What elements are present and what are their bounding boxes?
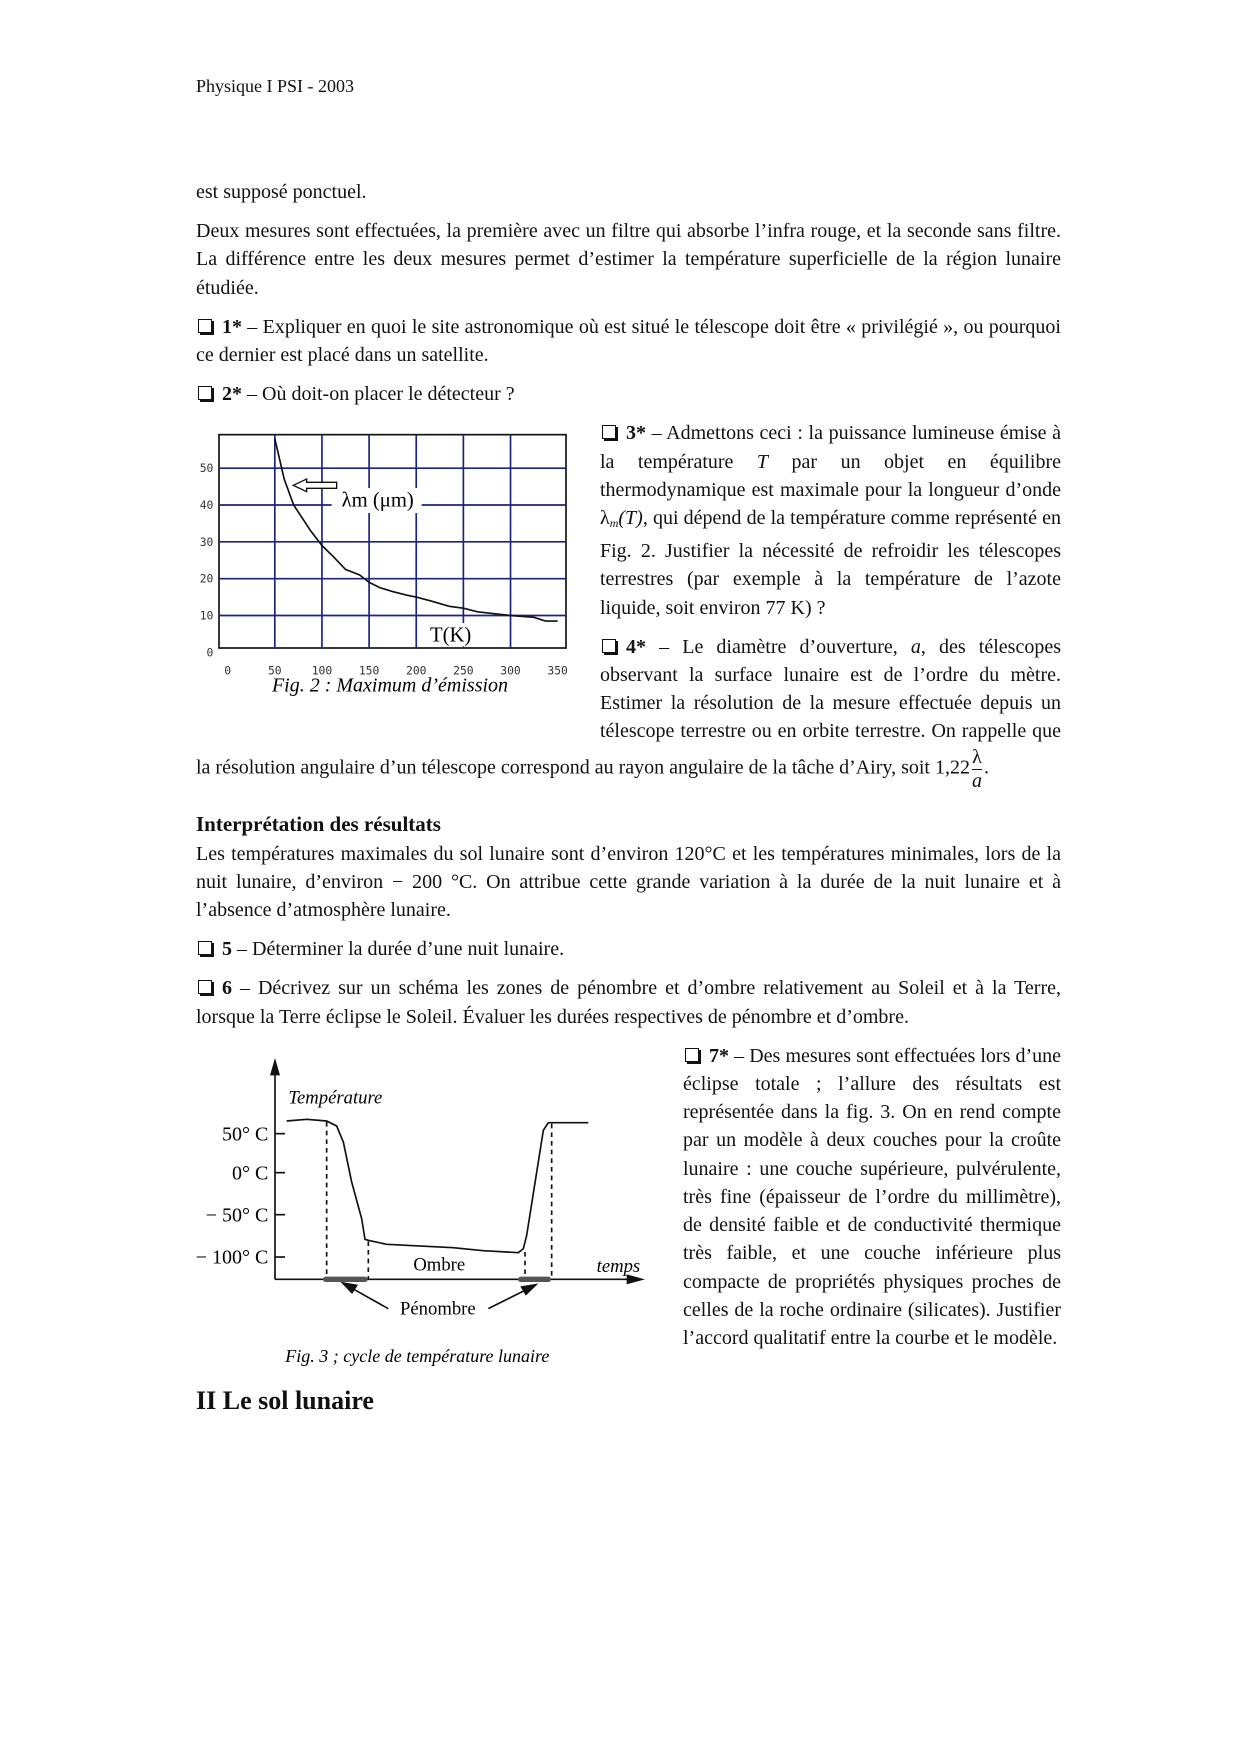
- intro-text: est supposé ponctuel.: [196, 181, 367, 203]
- x-tick-label: 300: [500, 664, 521, 679]
- x-tick-label: 50: [267, 664, 282, 679]
- question-number: 5: [222, 938, 232, 961]
- question-text: – Expliquer en quoi le site astronomique où est situé le télescope doit être « privilégié », ou pourquoi ce dernier est placé dans un satellite.: [196, 315, 1061, 367]
- tick-0: 0° C: [231, 1162, 269, 1185]
- question-text: – Décrivez sur un schéma les zones de pénombre et d’ombre relativement au Soleil et à la Terre, lorsque la Terre éclipse le Soleil. Évaluer les durées respectives de pénombre et d’ombre.: [196, 977, 1061, 1028]
- question-text: par un objet en équilibre thermodynamique est maximale pour la longueur d’onde: [600, 450, 1061, 501]
- x-tick-label: 0: [224, 664, 232, 679]
- paragraph-temperatures: Les températures maximales du sol lunaire sont d’environ 120°C et les températures minimales, lors de la nuit lunaire, d’environ − 200 °C. On attribue cette grande variation à la durée de la nuit lunaire et à l’absence d’atmosphère lunaire.: [196, 842, 1061, 922]
- y-tick-label: 20: [199, 572, 214, 587]
- page-header: Physique I PSI - 2003: [196, 76, 355, 96]
- question-text: – Où doit-on placer le détecteur ?: [242, 383, 515, 406]
- checkbox-icon: [602, 639, 616, 653]
- y-axis-arrow-icon: [270, 1058, 280, 1075]
- question-text: – Le diamètre d’ouverture,: [646, 635, 911, 658]
- period: .: [983, 756, 989, 779]
- y-tick-label: 30: [199, 535, 214, 550]
- x-tick-label: 200: [406, 664, 427, 679]
- symbol-T: (T): [618, 507, 643, 530]
- figure-3-caption: Fig. 3 ; cycle de température lunaire: [285, 1345, 550, 1366]
- temperature-curve: [287, 1119, 589, 1252]
- y-axis-label: Température: [288, 1087, 383, 1109]
- formula-fraction: [972, 746, 982, 792]
- question-5: [196, 935, 1061, 963]
- fraction-denominator: a: [971, 769, 982, 792]
- question-number: 6: [222, 977, 232, 1000]
- x-tick-label: 350: [547, 664, 568, 679]
- fraction-numerator: λ: [972, 745, 982, 768]
- x-tick-label: 250: [453, 664, 474, 679]
- ylabel: λm (μm): [341, 489, 414, 512]
- y-tick-label: 0: [206, 645, 214, 660]
- x-tick-label: 100: [311, 664, 333, 679]
- symbol-subscript: m: [609, 516, 619, 531]
- checkbox-icon: [685, 1048, 699, 1062]
- figure-2-caption: Fig. 2 : Maximum d’émission: [271, 674, 509, 697]
- checkbox-icon: [198, 319, 212, 333]
- umbra-label: Ombre: [413, 1254, 466, 1276]
- question-number: 3*: [626, 422, 646, 445]
- question-text: , des télescopes observant la surface lunaire est de l’ordre du mètre. Estimer la résolution de la mesure effectuée depuis un télescope terrestre ou en orbite terrestre. On rappelle que la résolution angulaire d’un télescope correspond au rayon angulaire de la tâche d’Airy, soit: [196, 635, 1061, 779]
- question-text: – Admettons ceci : la puissance lumineuse émise à la température: [600, 422, 1061, 473]
- symbol-a: a: [910, 635, 921, 658]
- checkbox-icon: [198, 941, 212, 955]
- question-number: 4*: [626, 635, 646, 658]
- question-1: [196, 313, 1061, 369]
- question-number: 1*: [222, 315, 242, 338]
- question-text: , qui dépend de la température comme représenté en Fig. 2. Justifier la nécessité de refroidir les télescopes terrestres (par exemple à la température de l’azote liquide, soit environ 77 K) ?: [600, 507, 1061, 619]
- figure-2: [196, 423, 600, 728]
- left-arrow-icon: [293, 479, 336, 492]
- y-tick-label: 40: [199, 498, 214, 513]
- x-tick-label: 150: [358, 664, 380, 679]
- section-heading: Interprétation des résultats: [196, 811, 441, 836]
- formula-coefficient: 1,22: [934, 756, 970, 779]
- question-2: [196, 380, 1061, 408]
- question-text: – Déterminer la durée d’une nuit lunaire.: [232, 938, 565, 961]
- tick-minus-100: − 100° C: [195, 1246, 269, 1269]
- checkbox-icon: [198, 386, 212, 400]
- emission-chart: [180, 423, 600, 723]
- symbol-T: T: [756, 450, 769, 473]
- question-text: – Des mesures sont effectuées lors d’une éclipse totale ; l’allure des résultats est représentée dans la fig. 3. On en rend compte par un modèle à deux couches pour la croûte lunaire : une couche supérieure, pulvérulente, très fine (épaisseur de l’ordre du millimètre), de densité faible et de conductivité thermique très faible, et une couche inférieure plus compacte de propriétés physiques proches de celles de la roche ordinaire (silicates). Justifier l’accord qualitatif entre la courbe et le modèle.: [683, 1044, 1061, 1349]
- question-6: [196, 974, 1061, 1030]
- y-tick-label: 10: [199, 608, 214, 623]
- y-tick-label: 50: [199, 461, 214, 476]
- checkbox-icon: [602, 425, 616, 439]
- tick-50: 50° C: [221, 1123, 269, 1146]
- question-number: 2*: [222, 383, 242, 406]
- penumbra-label: Pénombre: [400, 1298, 476, 1320]
- y-ticks: [275, 1134, 285, 1257]
- figure-3: [196, 1042, 683, 1384]
- x-axis-label: temps: [596, 1255, 641, 1277]
- tick-minus-50: − 50° C: [205, 1204, 269, 1227]
- document-body: [196, 178, 1061, 1418]
- part-heading: II Le sol lunaire: [196, 1385, 374, 1415]
- xlabel: T(K): [430, 624, 472, 647]
- temperature-cycle-diagram: [180, 1042, 680, 1382]
- paragraph-measures: Deux mesures sont effectuées, la première avec un filtre qui absorbe l’infra rouge, et la seconde sans filtre. La différence entre les deux mesures permet d’estimer la température superficielle de la région lunaire étudiée.: [196, 220, 1061, 299]
- symbol-lambda: λ: [600, 507, 610, 530]
- question-number: 7*: [709, 1044, 729, 1067]
- checkbox-icon: [198, 980, 212, 994]
